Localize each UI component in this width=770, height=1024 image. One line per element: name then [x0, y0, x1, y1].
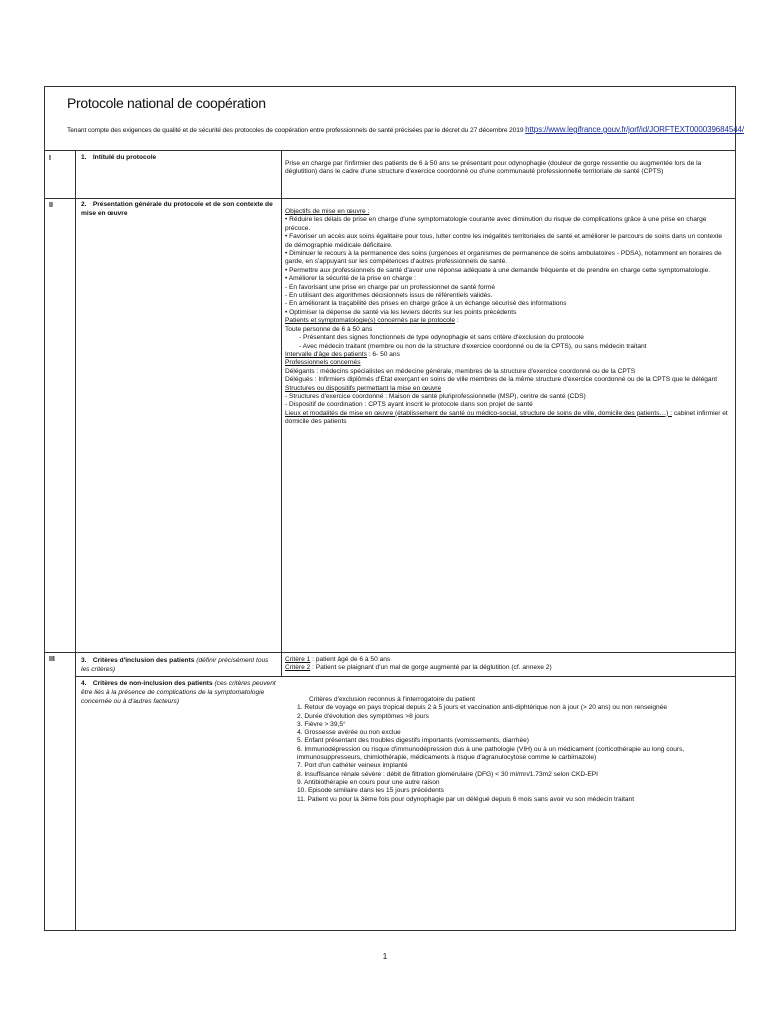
patients-colon: : — [455, 317, 459, 325]
exclusion-item: 10. Episode similaire dans les 15 jours précédents — [297, 787, 444, 795]
row-divider-2 — [45, 652, 735, 653]
exclusion-item: 9. Antibiothérapie en cours pour une autre raison — [297, 778, 440, 786]
page-title: Protocole national de coopération — [67, 95, 266, 111]
row-divider-1 — [45, 198, 735, 199]
row-2-roman: II — [49, 202, 53, 209]
row-4-label — [81, 679, 277, 706]
lieux-title: Lieux et modalités de mise en œuvre (établissement de santé ou médico-social, structure de soins de ville, domicile des patients…) : — [285, 409, 673, 417]
objectif-item: • Permettre aux professionnels de santé d'avoir une réponse adéquate à une demande fréquente et de prendre en charge cette symptomatologie. — [285, 266, 711, 274]
critere-2-title: Critère 2 — [285, 664, 311, 672]
objectif-item: • Réduire les délais de prise en charge d'une symptomatologie courante avec diminution du risque de complications grâce à une prise en charge précoce. — [285, 216, 707, 232]
exclusion-item: 11. Patient vu pour la 3ème fois pour odynophagie par un délégué depuis 6 mois sans avoir vu son médecin traitant — [297, 795, 635, 803]
row-3-label — [81, 656, 277, 674]
header-subtitle — [67, 125, 744, 134]
structures-title: Structures ou dispositifs permettant la mise en œuvre — [285, 384, 442, 392]
structures-item: - Dispositif de coordination : CPTS ayant inscrit le protocole dans son projet de santé — [285, 401, 533, 409]
page-number: 1 — [382, 952, 388, 961]
critere-1 — [285, 656, 731, 664]
intervalle-value: : 6- 50 ans — [366, 350, 400, 358]
row-1-content-text: Prise en charge par l'infirmier des patients de 6 à 50 ans se présentant pour odynophagie (douleur de gorge ressentie ou augmentée lors de la déglutition) dans le cadre d'une structure d'exercice coordonné ou d'une communauté professionnelle territoriale de santé (CPTS) — [285, 160, 702, 176]
document-header — [45, 87, 745, 151]
column-divider-label — [281, 150, 282, 676]
lieux-value: cabinet infirmier et domicile des patients — [285, 409, 728, 426]
row-3-roman: III — [49, 656, 55, 663]
row-1-roman: I — [49, 155, 51, 162]
exclusion-intro: Critères d'exclusion reconnus à l'interrogatoire du patient — [309, 696, 475, 703]
column-divider-roman — [75, 150, 76, 930]
exclusion-item: 1. Retour de voyage en pays tropical depuis 2 à 5 jours et vaccination anti-diphtérique non à jour (> 20 ans) ou non renseignée — [297, 704, 668, 712]
row-1-label-text: Intitulé du protocole — [92, 154, 157, 161]
lieux-line — [285, 410, 731, 427]
row-4-label-text: Critères de non-inclusion des patients — [92, 680, 213, 687]
pros-title: Professionnels concernés — [285, 359, 361, 367]
patient-item: - Présentant des signes fonctionnels de type odynophagie et sans critère d'exclusion du protocole — [299, 334, 584, 342]
critere-1-title: Critère 1 — [285, 656, 311, 663]
legifrance-link[interactable]: https://www.legifrance.gouv.fr/jorf/id/JORFTEXT000039684544/ — [525, 125, 745, 134]
pros-item: Délégants : médecins spécialistes en médecine générale, membres de la structure d'exercice coordonné ou de la CPTS — [285, 367, 636, 375]
row-2-label — [81, 200, 277, 218]
objectif-item: - En utilisant des algorithmes décisionnels issus de référentiels validés. — [285, 292, 493, 300]
row-4-content — [285, 696, 731, 804]
exclusion-item: 6. Immunodépression ou risque d'immunodépression dus à une pathologie (VIH) ou à un médicament (corticothérapie au long cours, immunosuppresseurs, chimiothérapie, médicaments à risque d'agranulocytose comme le carbimazole) — [297, 745, 685, 762]
pros-item: Délégués : Infirmiers diplômés d'Etat exerçant en soins de ville membres de la même structure d'exercice coordonné ou de la CPTS que le délégant — [285, 376, 718, 384]
row-3-label-note: (définir précisément tous les critères) — [81, 657, 269, 673]
critere-2 — [285, 664, 731, 672]
objectif-item: • Diminuer le recours à la permanence des soins (urgences et organismes de permanence de soins ambulatoires - PDSA), notamment en horaires de garde, en s'appuyant sur les compétences d'autres professionnels de santé. — [285, 250, 722, 266]
exclusion-item: 8. Insuffisance rénale sévère : débit de filtration glomérulaire (DFG) < 30 ml/mn/1.73m2 selon CKD-EPI — [297, 770, 598, 778]
intervalle-line — [285, 351, 731, 359]
row-4-number: 4. — [81, 680, 87, 687]
exclusion-item: 5. Enfant présentant des troubles digestifs importants (vomissements, diarrhée) — [297, 737, 529, 745]
row-2-label-text: Présentation générale du protocole et de son contexte de mise en œuvre — [81, 201, 273, 217]
row-3-number: 3. — [81, 657, 87, 664]
objectif-item: - En améliorant la traçabilité des prises en charge grâce à un échange sécurisé des informations — [285, 300, 567, 308]
patient-item: - Avec médecin traitant (membre ou non de la structure d'exercice coordonné ou de la CPTS), ou sans médecin traitant — [299, 342, 647, 350]
structures-item: - Structures d'exercice coordonné : Maison de santé pluriprofessionnelle (MSP), centre de santé (CDS) — [285, 392, 586, 400]
document-page — [44, 86, 745, 931]
exclusion-list — [285, 704, 731, 804]
objectif-item: • Améliorer la sécurité de la prise en charge : — [285, 275, 416, 283]
objectif-item: • Favoriser un accès aux soins égalitaire pour tous, lutter contre les inégalités territoriales de santé et améliorer le parcours de soins dans un contexte de démographie médicale déficitaire. — [285, 233, 722, 249]
intervalle-title: Intervalle d'âge des patients — [285, 350, 367, 358]
objectif-item: - En favorisant une prise en charge par un professionnel de santé formé — [285, 283, 496, 291]
row-1-number: 1. — [81, 154, 87, 161]
patients-intro: Toute personne de 6 à 50 ans — [285, 325, 373, 333]
objectif-item: • Optimiser la dépense de santé via les leviers décrits sur les points précédents — [285, 308, 517, 316]
critere-2-value: : Patient se plaignant d'un mal de gorge augmenté par la déglutition (cf. annexe 2) — [310, 664, 552, 672]
row-2-number: 2. — [81, 201, 87, 208]
exclusion-item: 2. Durée d'évolution des symptômes >8 jours — [297, 712, 429, 720]
exclusion-item: 7. Port d'un cathéter veineux implanté — [297, 762, 408, 770]
critere-1-value: : patient âgé de 6 à 50 ans — [310, 656, 391, 663]
row-3-content — [285, 656, 731, 673]
row-divider-3 — [75, 676, 735, 677]
objectifs-title: Objectifs de mise en œuvre : — [285, 208, 370, 215]
exclusion-item: 4. Grossesse avérée ou non exclue — [297, 729, 401, 737]
row-4-label-note: (ces critères peuvent être liés à la présence de complications de la symptomatologie concernée ou à d'autres facteurs) — [81, 680, 276, 705]
patients-title: Patients et symptomatologie(s) concernés par le protocole — [285, 317, 456, 325]
row-2-content — [285, 208, 731, 427]
row-3-label-text: Critères d'inclusion des patients — [92, 657, 195, 664]
row-1-label — [81, 153, 277, 162]
row-1-content — [285, 160, 731, 177]
exclusion-item: 3. Fièvre > 39,5° — [297, 720, 346, 728]
subtitle-text: Tenant compte des exigences de qualité et de sécurité des protocoles de coopération entre professionnels de santé précisées par le décret du 27 décembre 2019 — [67, 127, 524, 134]
patients-heading — [285, 317, 731, 325]
